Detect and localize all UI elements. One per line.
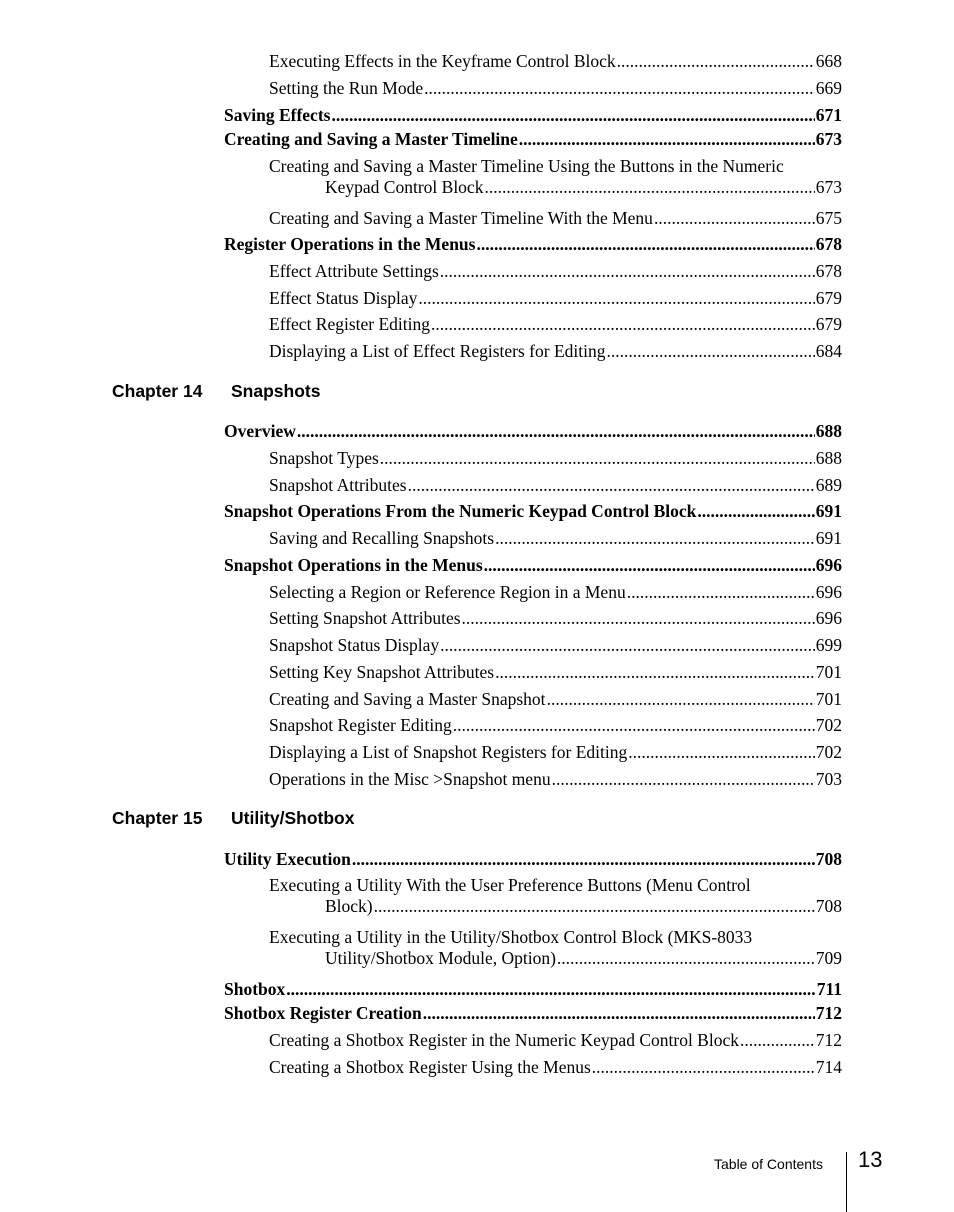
toc-entry[interactable] — [269, 662, 842, 683]
dot-leader — [495, 662, 815, 683]
toc-section-page: 696 — [815, 555, 842, 575]
dot-leader — [552, 769, 815, 790]
chapter-title: Utility/Shotbox — [231, 808, 355, 828]
toc-entry-page: 669 — [815, 78, 842, 98]
toc-section[interactable] — [224, 555, 842, 576]
toc-section[interactable] — [224, 1003, 842, 1024]
toc-entry-page: 712 — [815, 1030, 842, 1050]
dot-leader — [462, 608, 815, 629]
dot-leader — [628, 742, 815, 763]
toc-entry-title: Effect Status Display — [269, 288, 418, 308]
chapter-title: Snapshots — [231, 381, 321, 401]
dot-leader — [408, 475, 815, 496]
toc-entry-page: 703 — [815, 769, 842, 789]
toc-section[interactable] — [224, 501, 842, 522]
toc-entry-page: 691 — [815, 528, 842, 548]
toc-entry-title: Setting Snapshot Attributes — [269, 608, 461, 628]
toc-section-title: Creating and Saving a Master Timeline — [224, 129, 518, 149]
toc-section[interactable] — [224, 979, 842, 1000]
dot-leader — [453, 715, 815, 736]
dot-leader — [654, 208, 815, 229]
toc-entry[interactable] — [269, 475, 842, 496]
toc-entry-page: 701 — [815, 662, 842, 682]
dot-leader — [617, 51, 815, 72]
toc-entry-title: Effect Register Editing — [269, 314, 431, 334]
toc-entry[interactable] — [269, 875, 842, 917]
toc-entry[interactable] — [269, 528, 842, 549]
toc-entry-title: Displaying a List of Snapshot Registers for Editing — [269, 742, 628, 762]
dot-leader — [418, 288, 814, 309]
toc-entry-title-continued: Utility/Shotbox Module, Option) — [325, 948, 556, 968]
toc-entry-page: 699 — [815, 635, 842, 655]
toc-entry-page: 678 — [815, 261, 842, 281]
toc-entry-page: 714 — [815, 1057, 842, 1077]
toc-entry[interactable] — [269, 51, 842, 72]
toc-section-title: Saving Effects — [224, 105, 331, 125]
toc-entry-title: Setting Key Snapshot Attributes — [269, 662, 495, 682]
toc-section[interactable] — [224, 129, 842, 150]
toc-section[interactable] — [224, 105, 842, 126]
toc-section-page: 711 — [816, 979, 842, 999]
dot-leader — [606, 341, 814, 362]
toc-entry[interactable] — [269, 1057, 842, 1078]
dot-leader — [740, 1030, 815, 1051]
dot-leader — [484, 177, 814, 198]
toc-section-page: 708 — [815, 849, 842, 869]
toc-entry[interactable] — [269, 582, 842, 603]
toc-entry-title: Effect Attribute Settings — [269, 261, 439, 281]
toc-entry-page: 702 — [815, 715, 842, 735]
toc-entry-title-continued: Block) — [325, 896, 373, 916]
toc-entry-page: 679 — [815, 288, 842, 308]
toc-entry-title: Creating a Shotbox Register Using the Menus — [269, 1057, 591, 1077]
toc-section-title: Overview — [224, 421, 296, 441]
toc-entry-title: Selecting a Region or Reference Region in a Menu — [269, 582, 626, 602]
toc-entry-title: Snapshot Attributes — [269, 475, 407, 495]
toc-entry-title: Creating and Saving a Master Snapshot — [269, 689, 546, 709]
toc-entry-title: Displaying a List of Effect Registers for Editing — [269, 341, 606, 361]
toc-entry[interactable] — [269, 208, 842, 229]
toc-entry[interactable] — [269, 635, 842, 656]
toc-section-page: 678 — [815, 234, 842, 254]
toc-section-page: 671 — [815, 105, 842, 125]
toc-entry-title-continued: Keypad Control Block — [325, 177, 484, 197]
page-number: 13 — [858, 1147, 883, 1172]
toc-entry-page: 708 — [815, 896, 842, 916]
toc-section-title: Utility Execution — [224, 849, 351, 869]
toc-entry[interactable] — [269, 608, 842, 629]
dot-leader — [352, 849, 815, 870]
toc-entry-page: 696 — [815, 582, 842, 602]
dot-leader — [547, 689, 815, 710]
dot-leader — [627, 582, 815, 603]
toc-entry-page: 673 — [815, 177, 842, 197]
toc-entry[interactable] — [269, 448, 842, 469]
toc-entry-page: 709 — [815, 948, 842, 968]
toc-entry-title: Setting the Run Mode — [269, 78, 424, 98]
footer-section-label: Table of Contents — [714, 1156, 823, 1172]
dot-leader — [380, 448, 815, 469]
dot-leader — [331, 105, 814, 126]
dot-leader — [519, 129, 815, 150]
dot-leader — [557, 948, 815, 969]
dot-leader — [423, 1003, 815, 1024]
dot-leader — [440, 635, 815, 656]
toc-entry-page: 668 — [815, 51, 842, 71]
dot-leader — [297, 421, 815, 442]
toc-entry[interactable] — [269, 78, 842, 99]
dot-leader — [440, 261, 815, 282]
toc-entry[interactable] — [269, 689, 842, 710]
toc-entry-page: 684 — [815, 341, 842, 361]
toc-entry[interactable] — [269, 288, 842, 309]
toc-entry[interactable] — [269, 927, 842, 969]
toc-entry-page: 701 — [815, 689, 842, 709]
toc-entry-title: Creating and Saving a Master Timeline Using the Buttons in the Numeric — [269, 156, 784, 176]
toc-entry[interactable] — [269, 156, 842, 198]
dot-leader — [495, 528, 815, 549]
toc-entry-title: Creating and Saving a Master Timeline With the Menu — [269, 208, 653, 228]
toc-entry-title: Saving and Recalling Snapshots — [269, 528, 495, 548]
dot-leader — [484, 555, 815, 576]
chapter-heading — [112, 381, 320, 402]
dot-leader — [697, 501, 814, 522]
toc-entry-title: Operations in the Misc >Snapshot menu — [269, 769, 551, 789]
chapter-heading — [112, 808, 354, 829]
toc-entry-title: Executing Effects in the Keyframe Control Block — [269, 51, 616, 71]
footer-divider — [846, 1152, 847, 1212]
toc-entry[interactable] — [269, 261, 842, 282]
toc-section[interactable] — [224, 849, 842, 870]
toc-section-page: 712 — [815, 1003, 842, 1023]
toc-section-page: 673 — [815, 129, 842, 149]
toc-section-title: Shotbox — [224, 979, 286, 999]
toc-entry-page: 689 — [815, 475, 842, 495]
toc-section-page: 688 — [815, 421, 842, 441]
dot-leader — [476, 234, 814, 255]
toc-entry-page: 696 — [815, 608, 842, 628]
dot-leader — [286, 979, 815, 1000]
toc-entry-title: Snapshot Types — [269, 448, 379, 468]
dot-leader — [424, 78, 815, 99]
chapter-number: Chapter 14 — [112, 381, 203, 401]
dot-leader — [592, 1057, 815, 1078]
toc-entry-title: Executing a Utility in the Utility/Shotbox Control Block (MKS-8033 — [269, 927, 753, 947]
chapter-number: Chapter 15 — [112, 808, 203, 828]
toc-section-title: Snapshot Operations in the Menus — [224, 555, 483, 575]
toc-entry-page: 702 — [815, 742, 842, 762]
toc-entry[interactable] — [269, 341, 842, 362]
toc-entry-title: Snapshot Register Editing — [269, 715, 452, 735]
toc-entry-page: 679 — [815, 314, 842, 334]
toc-entry-title: Executing a Utility With the User Preference Buttons (Menu Control — [269, 875, 751, 895]
toc-entry-title: Creating a Shotbox Register in the Numeric Keypad Control Block — [269, 1030, 739, 1050]
toc-section[interactable] — [224, 421, 842, 442]
toc-entry[interactable] — [269, 742, 842, 763]
toc-section-title: Register Operations in the Menus — [224, 234, 476, 254]
toc-section[interactable] — [224, 234, 842, 255]
toc-section-title: Shotbox Register Creation — [224, 1003, 422, 1023]
dot-leader — [374, 896, 815, 917]
toc-entry-page: 688 — [815, 448, 842, 468]
toc-entry[interactable] — [269, 1030, 842, 1051]
toc-section-title: Snapshot Operations From the Numeric Keypad Control Block — [224, 501, 697, 521]
toc-entry-page: 675 — [815, 208, 842, 228]
toc-entry[interactable] — [269, 314, 842, 335]
toc-section-page: 691 — [815, 501, 842, 521]
toc-entry-title: Snapshot Status Display — [269, 635, 440, 655]
toc-entry[interactable] — [269, 769, 842, 790]
dot-leader — [431, 314, 815, 335]
toc-entry[interactable] — [269, 715, 842, 736]
